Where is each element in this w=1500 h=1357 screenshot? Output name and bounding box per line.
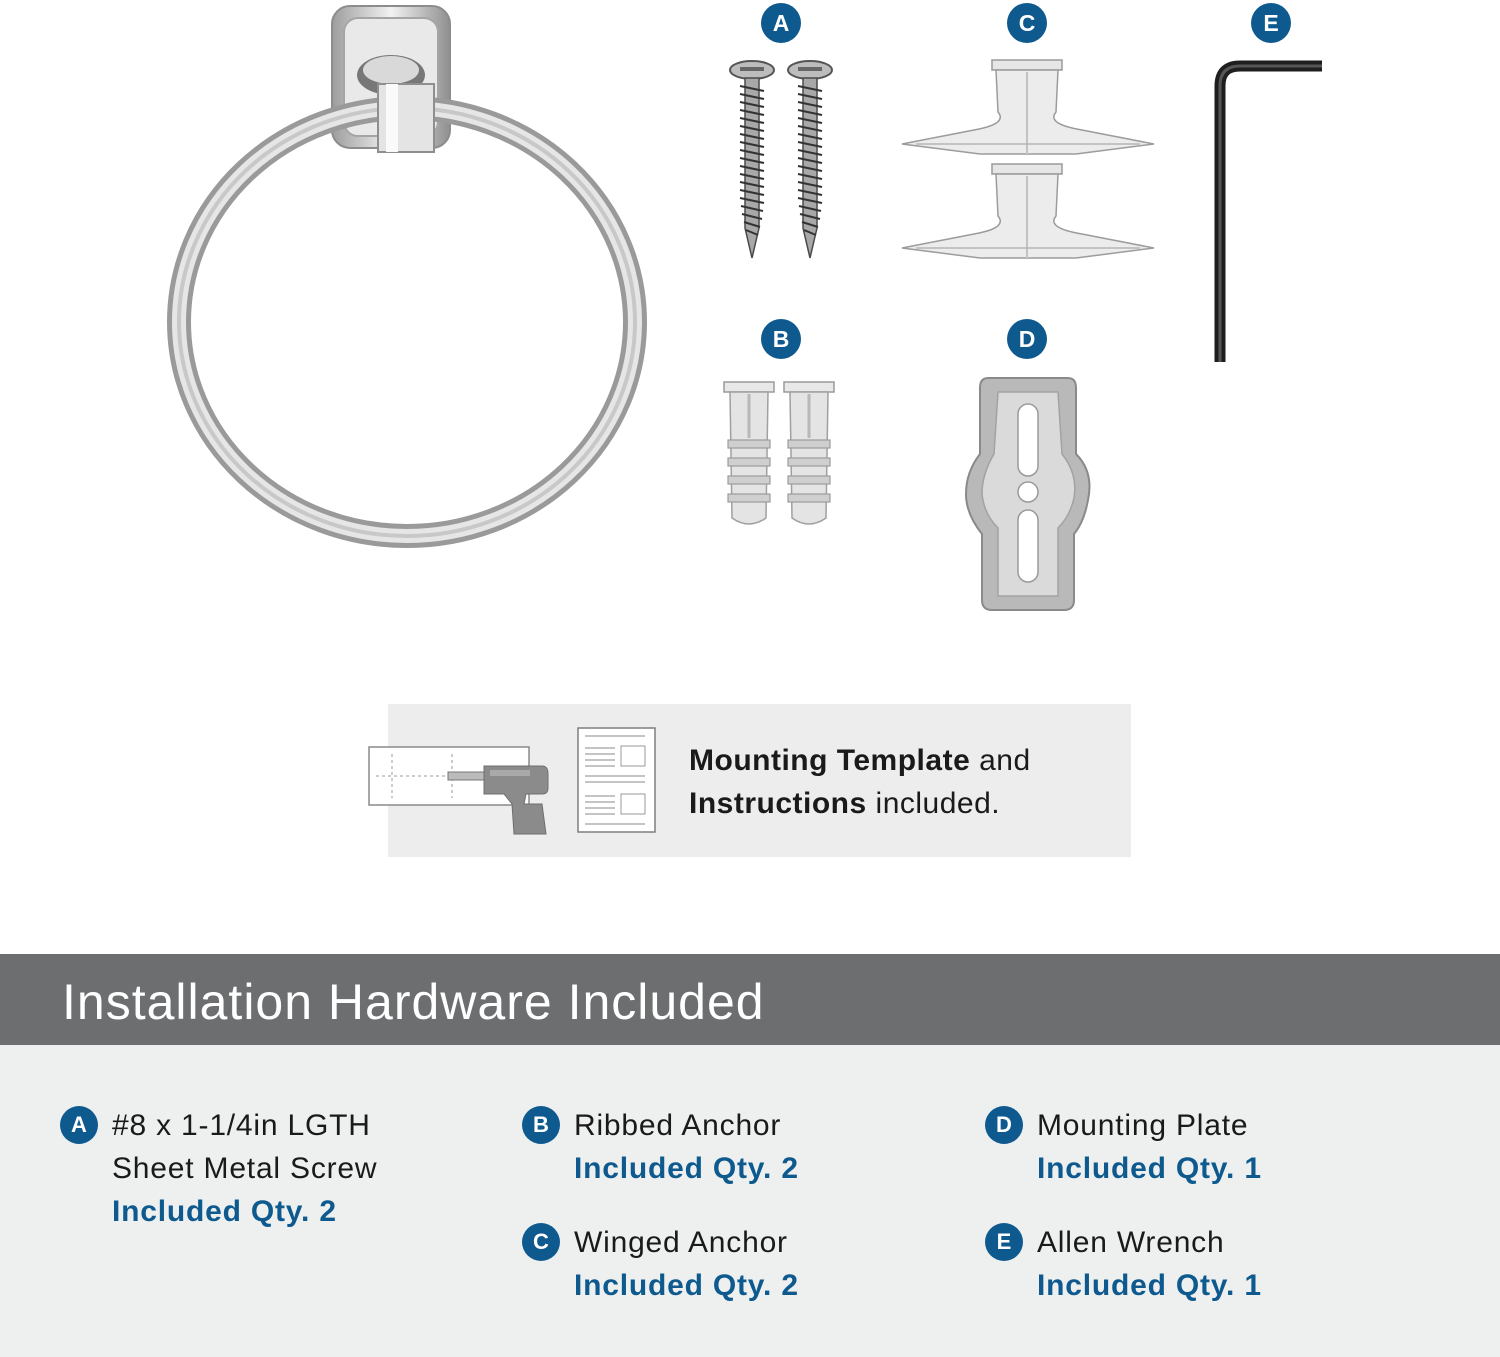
part-a-badge: A: [761, 3, 801, 43]
item-b-name: Ribbed Anchor: [574, 1109, 782, 1142]
item-d-badge: D: [985, 1106, 1023, 1144]
mounting-plate-image: [958, 374, 1098, 614]
template-line2-bold: Instructions: [689, 787, 867, 820]
template-line2-rest: included.: [866, 787, 1001, 820]
template-line1-bold: Mounting Template: [689, 744, 971, 777]
item-e-qty: Included Qty. 1: [1037, 1269, 1262, 1302]
allen-wrench-image: [1212, 56, 1330, 371]
part-e-badge: E: [1251, 3, 1291, 43]
item-b-qty: Included Qty. 2: [574, 1152, 799, 1185]
part-b-badge: B: [761, 319, 801, 359]
item-a-badge: A: [60, 1106, 98, 1144]
item-c-name: Winged Anchor: [574, 1226, 788, 1259]
drill-template-icon: [366, 744, 552, 838]
ribbed-anchors-image: [720, 378, 840, 533]
section-title: Installation Hardware Included: [62, 974, 765, 1030]
item-d-name: Mounting Plate: [1037, 1109, 1249, 1142]
item-a-qty: Included Qty. 2: [112, 1195, 337, 1228]
item-a-name-line1: #8 x 1-1/4in LGTH: [112, 1109, 371, 1142]
winged-anchors-image: [896, 58, 1161, 263]
part-d-badge: D: [1007, 319, 1047, 359]
instructions-document-icon: [575, 726, 659, 836]
template-instructions-text: [689, 739, 1109, 825]
template-line1-rest: and: [970, 744, 1031, 777]
item-e-badge: E: [985, 1223, 1023, 1261]
item-b-badge: B: [522, 1106, 560, 1144]
towel-ring-image: [160, 0, 660, 560]
screws-image: [722, 58, 842, 263]
part-c-badge: C: [1007, 3, 1047, 43]
item-c-qty: Included Qty. 2: [574, 1269, 799, 1302]
item-e-name: Allen Wrench: [1037, 1226, 1225, 1259]
item-a-name-line2: Sheet Metal Screw: [112, 1152, 378, 1185]
item-d-qty: Included Qty. 1: [1037, 1152, 1262, 1185]
item-c-badge: C: [522, 1223, 560, 1261]
